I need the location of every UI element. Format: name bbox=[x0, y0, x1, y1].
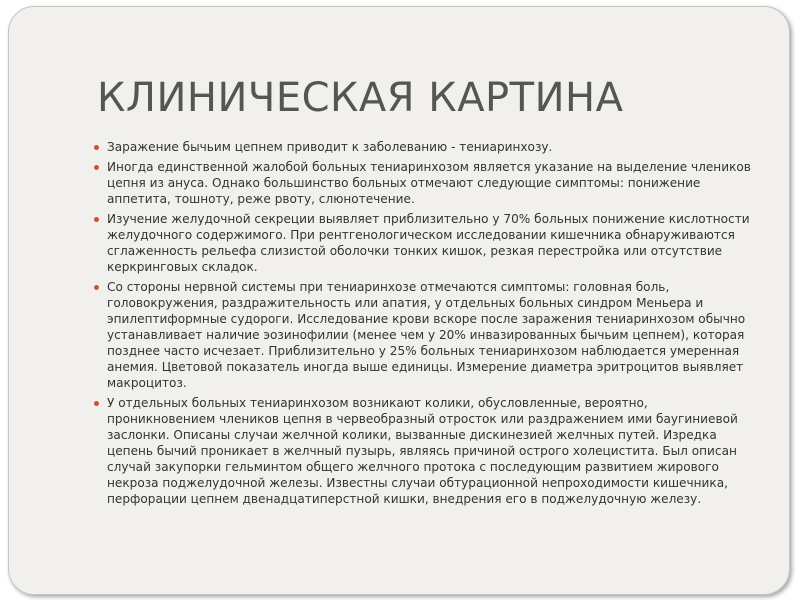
bullet-text: Заражение бычьим цепнем приводит к заболеванию - тениаринхозу. bbox=[107, 140, 553, 154]
bullet-item bbox=[94, 395, 759, 507]
bullet-icon bbox=[94, 145, 99, 150]
bullet-icon bbox=[94, 165, 99, 170]
bullet-text: Со стороны нервной системы при тениаринхозе отмечаются симптомы: головная боль, головокружения, раздражительность или апатия, у отдельных больных синдром Меньера и эпилептиформные судороги. Исследование крови вскоре после заражения тениаринхозом обычно устанавливает наличие эозинофилии (менее чем у 20% инвазированных бычьим цепнем), которая позднее часто исчезает. Приблизительно у 25% больных тениаринхозом наблюдается умеренная анемия. Цветовой показатель иногда выше единицы. Измерение диаметра эритроцитов выявляет макроцитоз. bbox=[107, 280, 746, 390]
slide-frame bbox=[8, 6, 790, 595]
bullet-text: У отдельных больных тениаринхозом возникают колики, обусловленные, вероятно, проникновением члеников цепня в червеобразный отросток или раздражением ими баугиниевой заслонки. Описаны случаи желчной колики, вызванные дискинезией желчных путей. Изредка цепень бычий проникает в желчный пузырь, являясь причиной острого холецистита. Был описан случай закупорки гельминтом общего желчного протока с последующим развитием жирового некроза поджелудочной железы. Известны случаи обтурационной непроходимости кишечника, перфорации цепнем двенадцатиперстной кишки, внедрения его в поджелудочную железу. bbox=[107, 396, 738, 506]
bullet-text: Изучение желудочной секреции выявляет приблизительно у 70% больных понижение кислотности желудочного содержимого. При рентгенологическом исследовании кишечника обнаруживаются сглаженность рельефа слизистой оболочки тонких кишок, резкая перестройка или отсутствие керкринговых складок. bbox=[107, 212, 750, 274]
bullet-item bbox=[94, 159, 759, 207]
bullet-item bbox=[94, 211, 759, 275]
slide-title: КЛИНИЧЕСКАЯ КАРТИНА bbox=[97, 75, 624, 121]
bullet-icon bbox=[94, 217, 99, 222]
bullet-item bbox=[94, 139, 759, 155]
bullet-icon bbox=[94, 401, 99, 406]
bullet-list bbox=[94, 139, 759, 511]
bullet-icon bbox=[94, 285, 99, 290]
bullet-item bbox=[94, 279, 759, 391]
bullet-text: Иногда единственной жалобой больных тениаринхозом является указание на выделение члеников цепня из ануса. Однако большинство больных отмечают следующие симптомы: понижение аппетита, тошноту, реже рвоту, слюнотечение. bbox=[107, 160, 751, 206]
